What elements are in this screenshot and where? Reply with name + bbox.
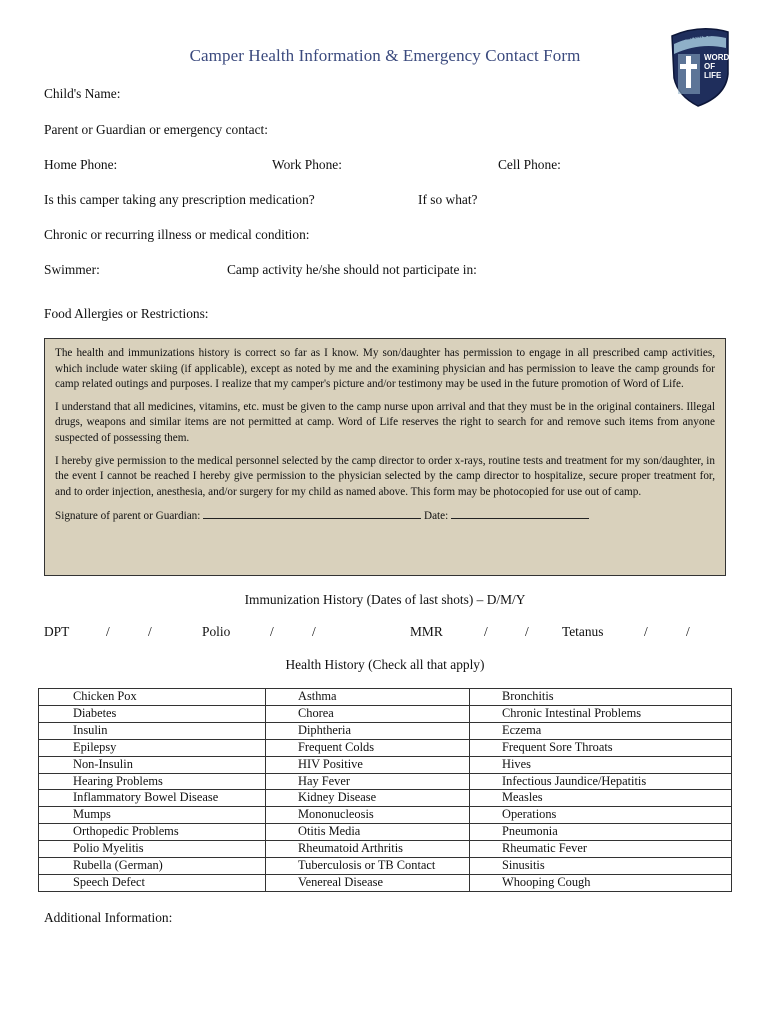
health-condition-cell[interactable]: Hearing Problems — [39, 773, 266, 790]
tetanus-label: Tetanus — [562, 624, 604, 639]
polio-sep-2: / — [312, 624, 316, 639]
table-row — [39, 841, 732, 858]
form-title: Camper Health Information & Emergency Contact Form — [189, 46, 581, 65]
health-condition-cell[interactable]: Venereal Disease — [266, 874, 470, 891]
shield-icon — [668, 22, 732, 108]
health-condition-cell[interactable]: Non-Insulin — [39, 756, 266, 773]
table-row — [39, 874, 732, 891]
health-condition-cell[interactable]: Measles — [470, 790, 732, 807]
logo-top-text: BERMUDA — [679, 28, 719, 43]
health-condition-cell[interactable]: Chronic Intestinal Problems — [470, 705, 732, 722]
signature-label: Signature of parent or Guardian: — [55, 510, 201, 523]
health-condition-cell[interactable]: Diphtheria — [266, 722, 470, 739]
health-condition-cell[interactable]: Orthopedic Problems — [39, 824, 266, 841]
mmr-sep-1: / — [484, 624, 488, 639]
health-condition-cell[interactable]: HIV Positive — [266, 756, 470, 773]
health-condition-cell[interactable]: Eczema — [470, 722, 732, 739]
health-condition-cell[interactable]: Polio Myelitis — [39, 841, 266, 858]
swimmer-label: Swimmer: — [44, 262, 100, 277]
polio-label: Polio — [202, 624, 231, 639]
table-row — [39, 689, 732, 706]
food-allergies-label: Food Allergies or Restrictions: — [44, 306, 209, 321]
health-condition-cell[interactable]: Mumps — [39, 807, 266, 824]
health-condition-cell[interactable]: Epilepsy — [39, 739, 266, 756]
table-row — [39, 773, 732, 790]
consent-paragraph-1: The health and immunizations history is correct so far as I know. My son/daughter has permission to engage in all prescribed camp activities, which include water skiing (if applicable), except as noted by me and the examining physician and has permission to leave the camp grounds for camp related outings and purposes. I realize that my camper's picture and/or testimony may be used in the future promotion of Word of Life. — [55, 347, 715, 391]
health-condition-cell[interactable]: Infectious Jaundice/Hepatitis — [470, 773, 732, 790]
additional-info-label: Additional Information: — [44, 910, 173, 925]
health-condition-cell[interactable]: Operations — [470, 807, 732, 824]
date-line[interactable] — [451, 508, 589, 519]
if-so-what-label: If so what? — [418, 192, 478, 207]
health-condition-cell[interactable]: Diabetes — [39, 705, 266, 722]
prescription-label: Is this camper taking any prescription medication? — [44, 192, 315, 207]
health-condition-cell[interactable]: Pneumonia — [470, 824, 732, 841]
consent-paragraph-2: I understand that all medicines, vitamins, etc. must be given to the camp nurse upon arrival and that they must be in the original containers. Illegal drugs, weapons and similar items are not permitted at camp. Word of Life reserves the right to search for and remove such items from anyone suspected of possessing them. — [55, 400, 715, 444]
tetanus-sep-1: / — [644, 624, 648, 639]
health-condition-cell[interactable]: Rheumatic Fever — [470, 841, 732, 858]
parent-guardian-label: Parent or Guardian or emergency contact: — [44, 122, 268, 137]
dpt-sep-1: / — [106, 624, 110, 639]
work-phone-label: Work Phone: — [272, 157, 342, 172]
health-condition-cell[interactable]: Asthma — [266, 689, 470, 706]
health-history-heading: Health History (Check all that apply) — [285, 657, 485, 672]
health-condition-cell[interactable]: Otitis Media — [266, 824, 470, 841]
immunization-heading: Immunization History (Dates of last shots) – D/M/Y — [244, 592, 526, 607]
dpt-label: DPT — [44, 624, 70, 639]
health-condition-cell[interactable]: Hay Fever — [266, 773, 470, 790]
mmr-sep-2: / — [525, 624, 529, 639]
consent-paragraph-3: I hereby give permission to the medical personnel selected by the camp director to order x-rays, routine tests and treatment for my son/daughter, in the event I cannot be reached I hereby give permission to the physician selected by the camp director to hospitalize, secure proper treatment for, and to order injection, anesthesia, and/or surgery for my child as named above. This form may be photocopied for use out of camp. — [55, 454, 715, 498]
word-of-life-logo — [668, 22, 732, 108]
chronic-illness-label: Chronic or recurring illness or medical condition: — [44, 227, 310, 242]
health-condition-cell[interactable]: Frequent Sore Throats — [470, 739, 732, 756]
health-condition-cell[interactable]: Hives — [470, 756, 732, 773]
health-condition-cell[interactable]: Inflammatory Bowel Disease — [39, 790, 266, 807]
signature-line[interactable] — [203, 508, 421, 519]
consent-box — [44, 338, 726, 576]
childs-name-label: Child's Name: — [44, 86, 121, 101]
signature-row — [55, 508, 715, 525]
health-condition-cell[interactable]: Tuberculosis or TB Contact — [266, 858, 470, 875]
tetanus-sep-2: / — [686, 624, 690, 639]
health-condition-cell[interactable]: Chorea — [266, 705, 470, 722]
health-condition-cell[interactable]: Frequent Colds — [266, 739, 470, 756]
table-row — [39, 705, 732, 722]
health-condition-cell[interactable]: Whooping Cough — [470, 874, 732, 891]
table-row — [39, 807, 732, 824]
health-condition-cell[interactable]: Kidney Disease — [266, 790, 470, 807]
logo-line-2: OF — [704, 62, 716, 71]
dpt-sep-2: / — [148, 624, 152, 639]
table-row — [39, 756, 732, 773]
health-condition-cell[interactable]: Speech Defect — [39, 874, 266, 891]
table-row — [39, 824, 732, 841]
health-condition-cell[interactable]: Bronchitis — [470, 689, 732, 706]
table-row — [39, 858, 732, 875]
logo-line-1: WORD — [704, 53, 730, 62]
mmr-label: MMR — [410, 624, 443, 639]
camp-activity-label: Camp activity he/she should not participate in: — [227, 262, 477, 277]
table-row — [39, 722, 732, 739]
cell-phone-label: Cell Phone: — [498, 157, 561, 172]
health-condition-cell[interactable]: Sinusitis — [470, 858, 732, 875]
logo-line-3: LIFE — [704, 71, 722, 80]
table-row — [39, 790, 732, 807]
health-condition-cell[interactable]: Rubella (German) — [39, 858, 266, 875]
date-label: Date: — [423, 510, 449, 523]
home-phone-label: Home Phone: — [44, 157, 118, 172]
health-history-table — [38, 688, 732, 892]
health-condition-cell[interactable]: Insulin — [39, 722, 266, 739]
health-condition-cell[interactable]: Mononucleosis — [266, 807, 470, 824]
polio-sep-1: / — [270, 624, 274, 639]
table-row — [39, 739, 732, 756]
health-condition-cell[interactable]: Rheumatoid Arthritis — [266, 841, 470, 858]
health-condition-cell[interactable]: Chicken Pox — [39, 689, 266, 706]
